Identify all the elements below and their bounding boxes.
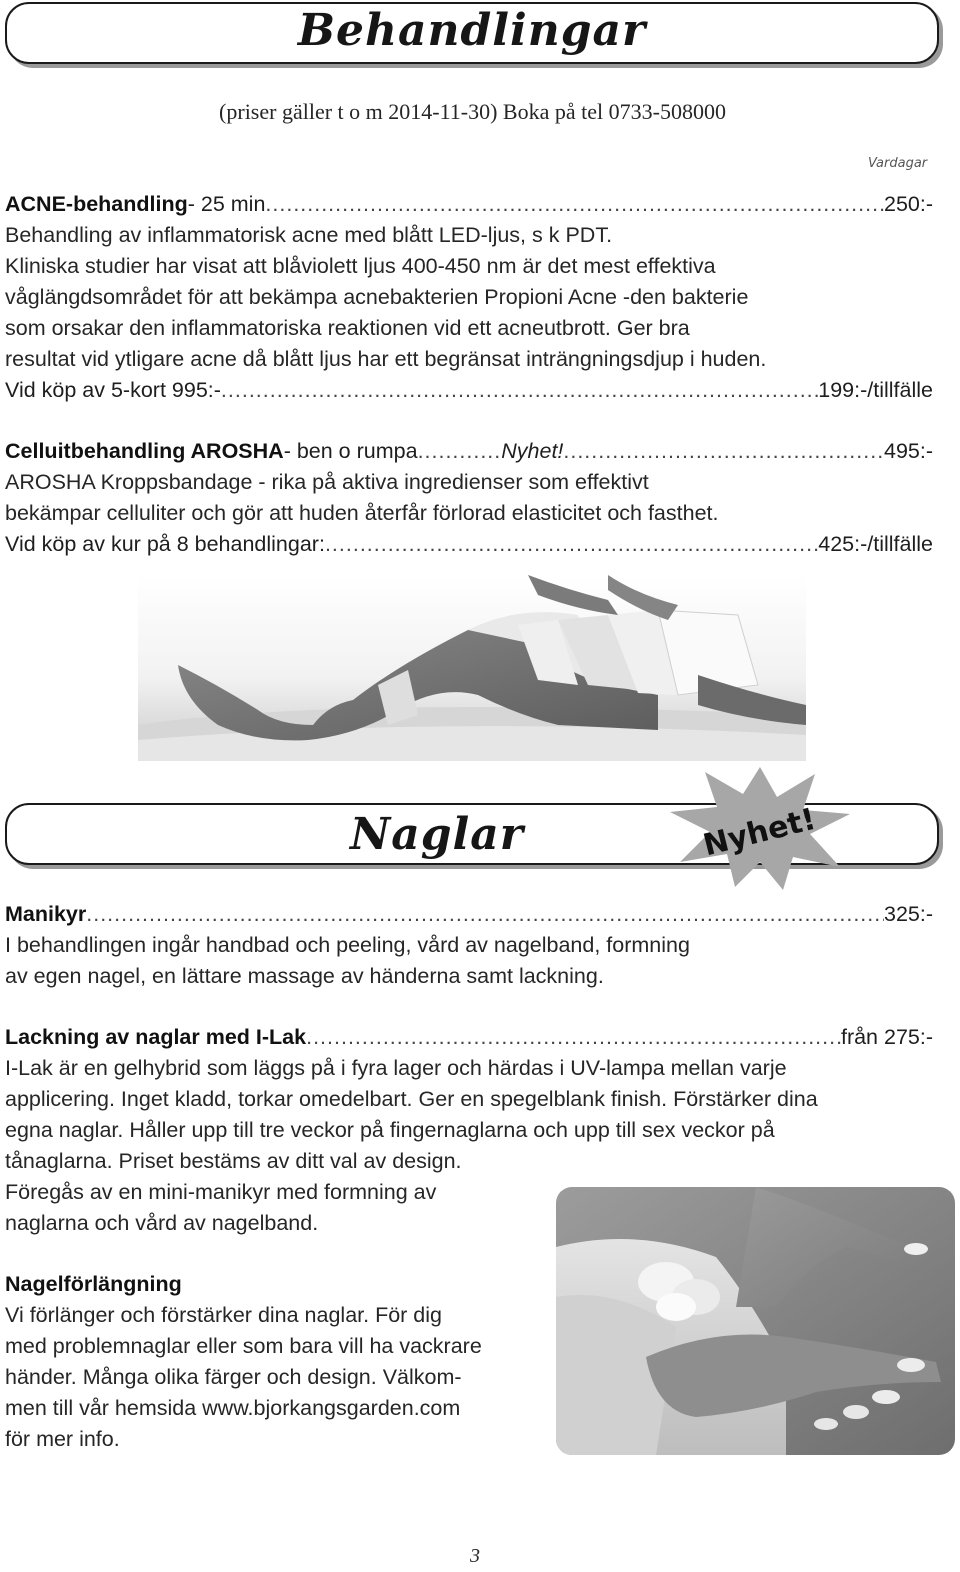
polish-line-4: tånaglarna. Priset bestäms av ditt val av design. (5, 1149, 462, 1173)
extension-line-2: med problemnaglar eller som bara vill ha vackrare (5, 1334, 482, 1358)
cellulite-course-row (5, 529, 933, 560)
cellulite-new-badge: Nyhet! (501, 439, 564, 463)
acne-price: 250:- (883, 192, 933, 216)
cellulite-line-2: bekämpar celluliter och gör att huden återfår förlorad elasticitet och fasthet. (5, 501, 719, 525)
acne-card-row (5, 375, 933, 406)
acne-card-label: Vid köp av 5-kort 995:- (5, 378, 221, 402)
column-label-vardagar: Vardagar (868, 156, 928, 171)
acne-duration: - 25 min (187, 192, 266, 216)
extension-line-1: Vi förlänger och förstärker dina naglar. För dig (5, 1303, 443, 1327)
acne-card-price: 199:-/tillfälle (818, 378, 933, 402)
acne-name: ACNE-behandling (5, 192, 188, 216)
cellulite-price: 495:- (883, 439, 933, 463)
acne-card-dots (221, 375, 818, 406)
polish-price: från 275:- (840, 1025, 933, 1049)
manicure-line-1: I behandlingen ingår handbad och peeling, vård av nagelband, formning (5, 933, 690, 957)
acne-line-5: resultat vid ytligare acne då blått ljus har ett begränsat inträngningsdjup i huden. (5, 347, 767, 371)
cellulite-leader-dots (563, 436, 884, 467)
leg-wrap-illustration (138, 575, 806, 761)
cellulite-price-row (5, 436, 933, 467)
manicure-price-row (5, 899, 933, 930)
acne-line-1: Behandling av inflammatorisk acne med blått LED-ljus, s k PDT. (5, 223, 613, 247)
polish-price-row (5, 1022, 933, 1053)
extension-name: Nagelförlängning (5, 1272, 182, 1296)
leg-wrap-photo (138, 575, 806, 761)
prices-note: (priser gäller t o m 2014-11-30) Boka på tel 0733-508000 (219, 99, 726, 124)
page-number: 3 (470, 1545, 480, 1567)
acne-line-4: som orsakar den inflammatoriska reaktionen vid ett acneutbrott. Ger bra (5, 316, 690, 340)
polish-name: Lackning av naglar med I-Lak (5, 1025, 307, 1049)
acne-price-row (5, 189, 933, 220)
polish-line-5: Föregås av en mini-manikyr med formning av (5, 1180, 437, 1204)
extension-line-4: men till vår hemsida www.bjorkangsgarden.com (5, 1396, 461, 1420)
cellulite-name: Celluitbehandling AROSHA (5, 439, 284, 463)
acne-leader-dots (265, 189, 884, 220)
manicure-name: Manikyr (5, 902, 87, 926)
hands-illustration (556, 1187, 955, 1455)
acne-line-3: våglängdsområdet för att bekämpa acnebakterien Propioni Acne -den bakterie (5, 285, 749, 309)
extension-line-5: för mer info. (5, 1427, 120, 1451)
hands-photo (556, 1187, 955, 1455)
new-star-icon (665, 762, 855, 892)
cellulite-course-price: 425:-/tillfälle (818, 532, 933, 556)
page-title: Behandlingar (297, 5, 647, 56)
cellulite-line-1: AROSHA Kroppsbandage - rika på aktiva ingredienser som effektivt (5, 470, 649, 494)
manicure-line-2: av egen nagel, en lättare massage av händerna samt lackning. (5, 964, 604, 988)
manicure-leader-dots (86, 899, 884, 930)
polish-leader-dots (306, 1022, 841, 1053)
extension-line-3: händer. Många olika färger och design. Välkom- (5, 1365, 462, 1389)
polish-line-2: applicering. Inget kladd, torkar omedelbart. Ger en spegelblank finish. Förstärker dina (5, 1087, 818, 1111)
polish-line-6: naglarna och vård av nagelband. (5, 1211, 319, 1235)
cellulite-suffix: - ben o rumpa (283, 439, 418, 463)
header-banner (5, 2, 939, 64)
polish-line-1: I-Lak är en gelhybrid som läggs på i fyra lager och härdas i UV-lampa mellan varje (5, 1056, 787, 1080)
star-new-text: Nyhet! (699, 801, 820, 864)
acne-line-2: Kliniska studier har visat att blåviolett ljus 400-450 nm är det mest effektiva (5, 254, 716, 278)
cellulite-dots-a: ............ (417, 439, 502, 463)
polish-line-3: egna naglar. Håller upp till tre veckor på fingernaglarna och upp till sex veckor på (5, 1118, 775, 1142)
cellulite-course-label: Vid köp av kur på 8 behandlingar: (5, 532, 325, 556)
manicure-price: 325:- (883, 902, 933, 926)
nails-title: Naglar (350, 809, 524, 860)
cellulite-course-dots (325, 529, 818, 560)
